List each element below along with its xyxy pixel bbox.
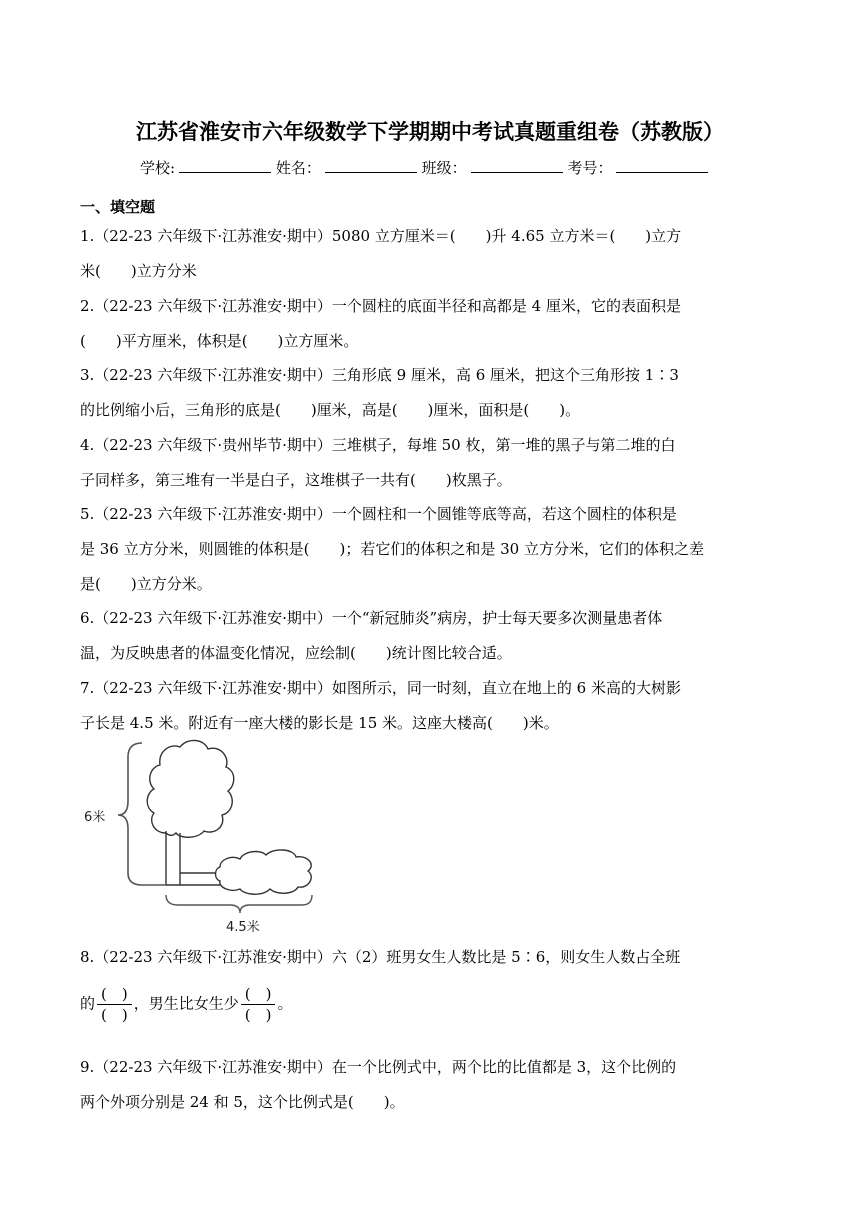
number-blank [616, 158, 708, 173]
question-line: 4.（22-23 六年级下·贵州毕节·期中）三堆棋子，每堆 50 枚，第一堆的黑子与第二堆的白 [80, 436, 676, 454]
class-blank [471, 158, 563, 173]
tree-crown [147, 740, 234, 837]
section-title: 一、填空题 [80, 198, 156, 216]
tree-trunk [166, 831, 180, 885]
question-line: 是( )立方分米。 [80, 575, 212, 593]
question-line: 米( )立方分米 [80, 262, 197, 280]
question-line: 子同样多，第三堆有一半是白子，这堆棋子一共有( )枚黑子。 [80, 471, 512, 489]
question-line: 5.（22-23 六年级下·江苏淮安·期中）一个圆柱和一个圆锥等底等高，若这个圆柱的体积是 [80, 505, 677, 523]
question-8-fraction-line [80, 984, 292, 1044]
question-line: 1.（22-23 六年级下·江苏淮安·期中）5080 立方厘米＝( )升 4.65 立方米＝( )立方 [80, 227, 682, 245]
question-8 [80, 940, 782, 975]
question-text: 的 [80, 994, 96, 1013]
question-text: 。 [277, 994, 293, 1013]
fraction-numerator: ( ) [241, 984, 276, 1005]
question-9 [80, 1050, 782, 1120]
name-blank [325, 158, 417, 173]
question-3 [80, 358, 782, 428]
question-line: 子长是 4.5 米。附近有一座大楼的影长是 15 米。这座大楼高( )米。 [80, 714, 559, 732]
question-line: 是 36 立方分米，则圆锥的体积是( )；若它们的体积之和是 30 立方分米，它们的体积之差 [80, 540, 704, 558]
question-7 [80, 671, 782, 741]
question-line: 2.（22-23 六年级下·江苏淮安·期中）一个圆柱的底面半径和高都是 4 厘米，它的表面积是 [80, 297, 681, 315]
fraction-denominator: ( ) [101, 1006, 128, 1024]
shadow-trunk [166, 873, 220, 885]
school-blank [179, 158, 271, 173]
school-label: 学校: [140, 159, 176, 177]
name-label: 姓名： [275, 159, 321, 177]
fraction-denominator: ( ) [244, 1006, 272, 1024]
student-info-row [140, 157, 708, 178]
question-line: 9.（22-23 六年级下·江苏淮安·期中）在一个比例式中，两个比的比值都是 3，这个比例的 [80, 1058, 677, 1076]
question-4 [80, 428, 782, 498]
height-label: 6米 [84, 810, 106, 825]
page-title: 江苏省淮安市六年级数学下学期期中考试真题重组卷（苏教版） [136, 120, 724, 144]
height-brace [118, 743, 142, 885]
fraction-numerator: ( ) [97, 984, 132, 1005]
question-6 [80, 601, 782, 671]
question-1 [80, 219, 782, 289]
answer-fraction-2 [241, 984, 276, 1025]
question-5 [80, 497, 782, 602]
number-label: 考号： [567, 159, 613, 177]
question-line: 两个外项分别是 24 和 5，这个比例式是( )。 [80, 1093, 405, 1111]
shadow-label: 4.5米 [226, 920, 260, 935]
question-text: ，男生比女生少 [133, 994, 239, 1013]
question-line: 温，为反映患者的体温变化情况，应绘制( )统计图比较合适。 [80, 644, 512, 662]
tree-shadow-figure [80, 735, 340, 940]
question-line: 的比例缩小后，三角形的底是( )厘米，高是( )厘米，面积是( )。 [80, 401, 581, 419]
question-line: 3.（22-23 六年级下·江苏淮安·期中）三角形底 9 厘米，高 6 厘米，把这个三角形按 1∶3 [80, 366, 679, 384]
shadow-brace [166, 895, 312, 913]
question-2 [80, 289, 782, 359]
question-line: ( )平方厘米，体积是( )立方厘米。 [80, 332, 359, 350]
question-line: 7.（22-23 六年级下·江苏淮安·期中）如图所示，同一时刻，直立在地上的 6 米高的大树影 [80, 679, 681, 697]
question-line: 6.（22-23 六年级下·江苏淮安·期中）一个“新冠肺炎”病房，护士每天要多次测量患者体 [80, 609, 663, 627]
question-line: 8.（22-23 六年级下·江苏淮安·期中）六（2）班男女生人数比是 5∶6，则女生人数占全班 [80, 948, 681, 966]
class-label: 班级： [421, 159, 467, 177]
answer-fraction-1 [97, 984, 132, 1025]
shadow-crown [216, 850, 312, 894]
